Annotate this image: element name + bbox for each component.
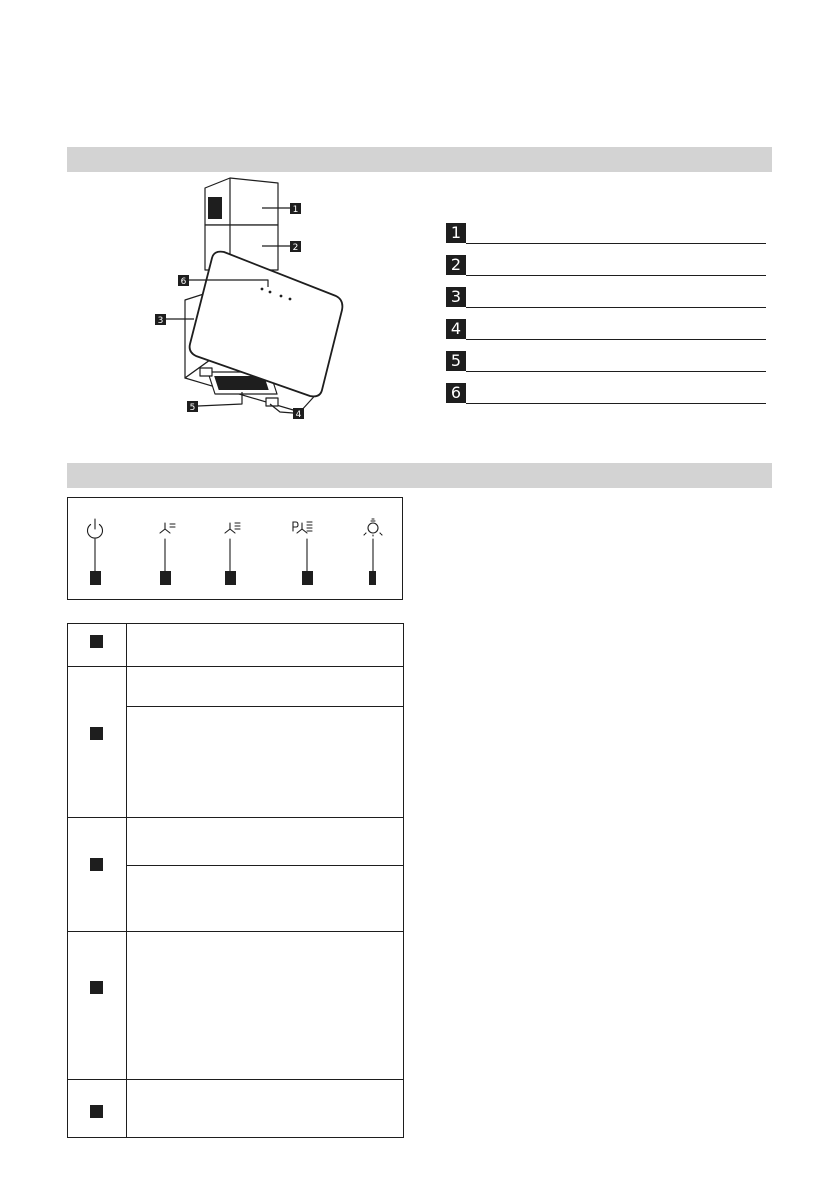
callout-label: 5 xyxy=(189,403,196,413)
legend-text xyxy=(466,255,766,276)
section-header-bar-control-panel xyxy=(67,463,772,488)
legend-text xyxy=(466,383,766,404)
callout-label: 3 xyxy=(157,316,164,326)
legend-text xyxy=(466,351,766,372)
legend-text xyxy=(466,223,766,244)
row-marker-4 xyxy=(90,981,103,994)
fan-boost-icon[interactable] xyxy=(293,522,312,533)
row-marker-5 xyxy=(90,1105,103,1118)
callout-label: 4 xyxy=(295,410,302,420)
legend-number: 3 xyxy=(446,287,466,307)
button-marker-4 xyxy=(302,571,313,585)
callout-label: 1 xyxy=(292,205,299,215)
table-cell-divider xyxy=(127,706,403,707)
row-marker-1 xyxy=(90,635,103,648)
control-panel xyxy=(67,497,403,600)
legend-number: 4 xyxy=(446,319,466,339)
button-marker-3 xyxy=(225,571,236,585)
table-row-divider xyxy=(68,931,403,932)
light-bulb-icon[interactable] xyxy=(364,519,382,537)
button-marker-1 xyxy=(90,571,101,585)
callout-label: 6 xyxy=(180,277,187,287)
callout-6 xyxy=(178,275,189,287)
table-column-divider xyxy=(126,624,127,1137)
fan-speed-2-icon[interactable] xyxy=(225,523,240,533)
control-panel-icons xyxy=(67,497,403,600)
callout-5 xyxy=(187,401,198,413)
row-marker-2 xyxy=(90,727,103,740)
table-row-divider xyxy=(68,1079,403,1080)
table-row-divider xyxy=(68,817,403,818)
callout-label: 2 xyxy=(292,243,299,253)
fan-speed-1-icon[interactable] xyxy=(160,523,175,533)
legend-text xyxy=(466,287,766,308)
legend-number: 1 xyxy=(446,223,466,243)
callout-1 xyxy=(290,203,301,215)
row-marker-3 xyxy=(90,858,103,871)
legend-number: 2 xyxy=(446,255,466,275)
legend-number: 6 xyxy=(446,383,466,403)
control-function-table xyxy=(67,623,404,1138)
power-icon[interactable] xyxy=(87,519,102,538)
legend-number: 5 xyxy=(446,351,466,371)
table-row-divider xyxy=(68,666,403,667)
button-marker-5 xyxy=(369,571,376,585)
callout-2 xyxy=(290,241,301,253)
legend-text xyxy=(466,319,766,340)
callout-4 xyxy=(293,408,304,420)
button-marker-2 xyxy=(160,571,171,585)
table-cell-divider xyxy=(127,865,403,866)
callout-3 xyxy=(155,314,166,326)
